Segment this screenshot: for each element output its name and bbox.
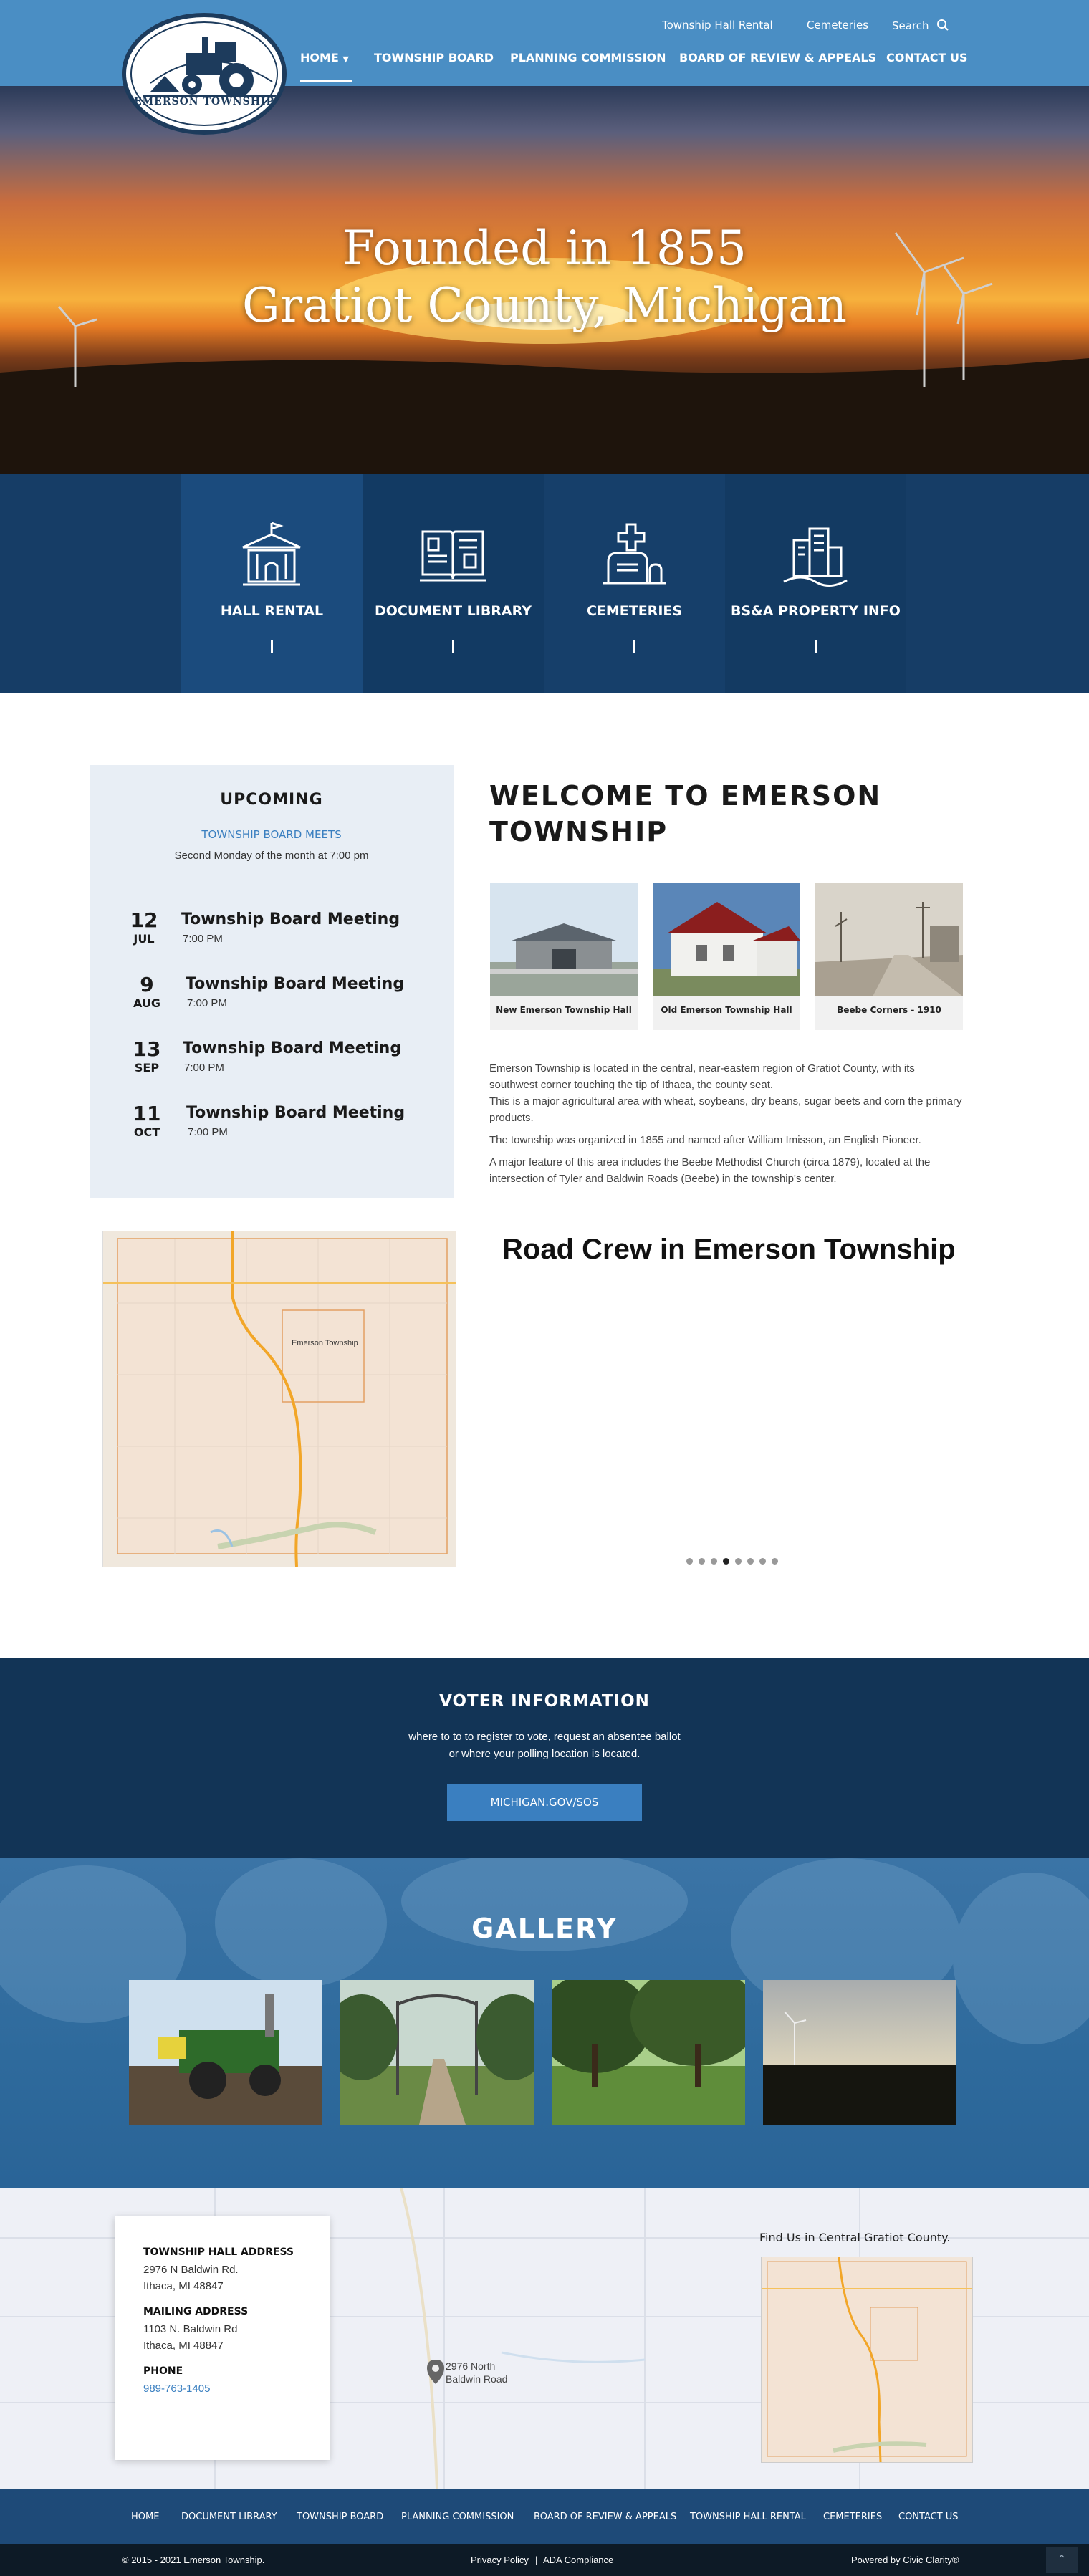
tile-document-library-label: DOCUMENT LIBRARY xyxy=(374,603,532,619)
wind-turbine-sunset-photo xyxy=(763,1980,956,2125)
event-day: 9 xyxy=(140,973,154,996)
logo-text: EMERSON TOWNSHIP xyxy=(134,96,274,107)
event-time: 7:00 PM xyxy=(183,933,223,945)
powered-by-text[interactable]: Powered by Civic Clarity® xyxy=(851,2555,959,2565)
event-month: JUL xyxy=(133,932,155,946)
nav-planning-commission[interactable]: PLANNING COMMISSION xyxy=(510,51,666,64)
active-nav-underline xyxy=(300,80,352,82)
photo-card[interactable] xyxy=(490,883,638,1030)
welcome-paragraph: This is a major agricultural area with wheat, soybeans, dry beans, sugar beets and corn the primary products. xyxy=(489,1095,962,1124)
footer-link-home[interactable]: HOME xyxy=(131,2512,160,2522)
mailing-address-line2: Ithaca, MI 48847 xyxy=(143,2340,224,2352)
find-us-heading: Find Us in Central Gratiot County. xyxy=(759,2231,951,2244)
search-icon xyxy=(936,19,949,32)
voter-text-line1: where to to to register to vote, request an absentee ballot xyxy=(408,1731,681,1743)
welcome-paragraph: Emerson Township is located in the central, near-eastern region of Gratiot County, with its southwest corner touching the tip of Ithaca, the county seat. xyxy=(489,1062,915,1091)
phone-link[interactable]: 989-763-1405 xyxy=(143,2383,211,2395)
voter-information-section xyxy=(0,1658,1089,1858)
upcoming-subtitle[interactable]: TOWNSHIP BOARD MEETS xyxy=(201,828,342,841)
event-date xyxy=(125,973,168,1010)
gravestone-icon xyxy=(598,519,670,590)
footer-link-township-board[interactable]: TOWNSHIP BOARD xyxy=(297,2512,384,2522)
tractor-planter-photo xyxy=(129,1980,322,2125)
top-link-cemeteries[interactable]: Cemeteries xyxy=(807,19,869,32)
event-month: AUG xyxy=(133,996,160,1010)
privacy-policy-link[interactable]: Privacy Policy xyxy=(471,2555,529,2565)
hero-title-line2: Gratiot County, Michigan xyxy=(241,278,848,333)
nav-board-of-review[interactable]: BOARD OF REVIEW & APPEALS xyxy=(679,51,877,64)
map-label: Emerson Township xyxy=(292,1339,358,1347)
footer-link-hall-rental[interactable]: TOWNSHIP HALL RENTAL xyxy=(690,2512,806,2522)
welcome-title-line2: TOWNSHIP xyxy=(489,816,668,847)
event-title[interactable]: Township Board Meeting xyxy=(181,910,400,928)
gallery-image[interactable] xyxy=(763,1980,956,2125)
tile-hall-rental-label: HALL RENTAL xyxy=(220,603,324,619)
upcoming-note: Second Monday of the month at 7:00 pm xyxy=(174,850,369,862)
slider-dot[interactable] xyxy=(711,1558,717,1565)
voter-text-line2: or where your polling location is located. xyxy=(448,1748,641,1760)
tile-cemeteries[interactable] xyxy=(544,474,725,693)
tile-bsa-property-info-label: BS&A PROPERTY INFO xyxy=(731,603,901,619)
slider-dot[interactable] xyxy=(699,1558,705,1565)
chevron-down-icon: ▼ xyxy=(342,54,349,64)
tile-document-library[interactable] xyxy=(363,474,544,693)
event-time: 7:00 PM xyxy=(184,1062,224,1074)
map-pin[interactable] xyxy=(427,2360,508,2388)
event-day: 11 xyxy=(133,1102,161,1125)
photo-caption: New Emerson Township Hall xyxy=(496,1005,632,1015)
footer-link-document-library[interactable]: DOCUMENT LIBRARY xyxy=(181,2512,277,2522)
township-map[interactable] xyxy=(102,1231,456,1567)
event-date xyxy=(125,1102,168,1139)
photo-card[interactable] xyxy=(653,883,800,1030)
welcome-paragraph: A major feature of this area includes the Beebe Methodist Church (circa 1879), located at the intersection of Tyler and Baldwin Roads (Beebe) in the township's center. xyxy=(489,1156,931,1185)
slider-dots xyxy=(686,1558,787,1567)
hall-address-heading: TOWNSHIP HALL ADDRESS xyxy=(143,2246,294,2258)
slider-dot[interactable] xyxy=(747,1558,754,1565)
top-link-hall-rental[interactable]: Township Hall Rental xyxy=(662,19,773,32)
phone-heading: PHONE xyxy=(143,2365,183,2377)
address-card xyxy=(115,2216,330,2460)
park-trees-photo xyxy=(552,1980,745,2125)
footer-link-cemeteries[interactable]: CEMETERIES xyxy=(823,2512,883,2522)
mailing-address-line1: 1103 N. Baldwin Rd xyxy=(143,2323,238,2335)
slider-dot[interactable] xyxy=(686,1558,693,1565)
event-month: OCT xyxy=(133,1125,160,1139)
gallery-image[interactable] xyxy=(129,1980,322,2125)
footer-nav xyxy=(0,2489,1089,2544)
welcome-paragraph: The township was organized in 1855 and named after William Imisson, an English Pioneer. xyxy=(489,1134,921,1146)
copyright-text: © 2015 - 2021 Emerson Township. xyxy=(122,2555,265,2565)
tile-hall-rental[interactable] xyxy=(181,474,363,693)
old-hall-photo xyxy=(653,883,800,996)
cemetery-gate-photo xyxy=(340,1980,534,2125)
map-pin-label: 2976 North Baldwin Road xyxy=(446,2360,508,2385)
event-month: SEP xyxy=(134,1061,160,1075)
tile-bar xyxy=(452,640,454,653)
upcoming-title: UPCOMING xyxy=(220,791,323,809)
tile-cemeteries-label: CEMETERIES xyxy=(586,603,683,619)
tile-bsa-property-info[interactable] xyxy=(725,474,906,693)
slider-caption: Road Crew in Emerson Township xyxy=(502,1234,956,1265)
tile-bar xyxy=(271,640,273,653)
slider-photo xyxy=(485,1231,987,1550)
nav-home[interactable] xyxy=(300,51,349,64)
tile-bar xyxy=(633,640,635,653)
hero-banner xyxy=(0,86,1089,474)
gallery-image[interactable] xyxy=(552,1980,745,2125)
welcome-title-line1: WELCOME TO EMERSON xyxy=(489,780,882,812)
legal-separator: | xyxy=(535,2555,538,2565)
event-title[interactable]: Township Board Meeting xyxy=(183,1039,402,1057)
back-to-top-button[interactable] xyxy=(1046,2547,1078,2573)
nav-township-board[interactable]: TOWNSHIP BOARD xyxy=(374,51,494,64)
welcome-title xyxy=(489,778,881,850)
event-date xyxy=(125,1037,168,1075)
event-day: 12 xyxy=(130,908,158,932)
hall-address-line1: 2976 N Baldwin Rd. xyxy=(143,2264,239,2276)
tractor-icon xyxy=(136,26,284,105)
event-date xyxy=(123,908,165,946)
photo-caption: Old Emerson Township Hall xyxy=(661,1005,792,1015)
chevron-up-icon: ⌃ xyxy=(1057,2554,1067,2566)
map-pin-icon xyxy=(427,2360,444,2384)
new-hall-photo xyxy=(490,883,638,996)
hall-address-line2: Ithaca, MI 48847 xyxy=(143,2280,224,2292)
footer-link-contact-us[interactable]: CONTACT US xyxy=(898,2512,959,2522)
footer-link-planning-commission[interactable]: PLANNING COMMISSION xyxy=(401,2512,514,2522)
city-buildings-icon xyxy=(779,519,851,590)
mailing-address-heading: MAILING ADDRESS xyxy=(143,2306,249,2317)
building-icon xyxy=(236,519,307,590)
mini-map[interactable] xyxy=(761,2257,973,2463)
event-title[interactable]: Township Board Meeting xyxy=(186,975,405,993)
copyright-bar xyxy=(0,2544,1089,2576)
map-graphic xyxy=(103,1231,456,1567)
search-label: Search xyxy=(892,19,929,32)
photo-caption: Beebe Corners - 1910 xyxy=(837,1005,941,1015)
footer-link-board-of-review[interactable]: BOARD OF REVIEW & APPEALS xyxy=(534,2512,677,2522)
nav-home-label: HOME xyxy=(300,51,339,64)
slider-dot[interactable] xyxy=(735,1558,742,1565)
beebe-corners-photo xyxy=(815,883,963,996)
slider-dot[interactable] xyxy=(772,1558,778,1565)
photo-card[interactable] xyxy=(815,883,963,1030)
welcome-text xyxy=(489,1060,962,1187)
mini-map-graphic xyxy=(762,2257,972,2462)
voter-title: VOTER INFORMATION xyxy=(439,1692,650,1711)
book-icon xyxy=(417,519,489,590)
event-time: 7:00 PM xyxy=(187,997,227,1009)
ada-compliance-link[interactable]: ADA Compliance xyxy=(543,2555,614,2565)
event-title[interactable]: Township Board Meeting xyxy=(186,1104,406,1122)
michigan-sos-button[interactable]: MICHIGAN.GOV/SOS xyxy=(447,1784,642,1821)
event-time: 7:00 PM xyxy=(188,1126,228,1138)
slider-dot-active[interactable] xyxy=(723,1558,729,1565)
tile-bar xyxy=(815,640,817,653)
gallery-title: GALLERY xyxy=(471,1913,618,1944)
gallery-image[interactable] xyxy=(340,1980,534,2125)
nav-contact-us[interactable]: CONTACT US xyxy=(886,51,968,64)
township-logo[interactable] xyxy=(122,13,287,135)
search-button[interactable] xyxy=(892,19,949,32)
event-day: 13 xyxy=(133,1037,161,1061)
upcoming-events-panel xyxy=(90,765,454,1198)
contact-section xyxy=(0,2188,1089,2489)
hero-title-line1: Founded in 1855 xyxy=(342,221,747,276)
slider-dot[interactable] xyxy=(759,1558,766,1565)
photo-slider[interactable] xyxy=(485,1231,987,1550)
